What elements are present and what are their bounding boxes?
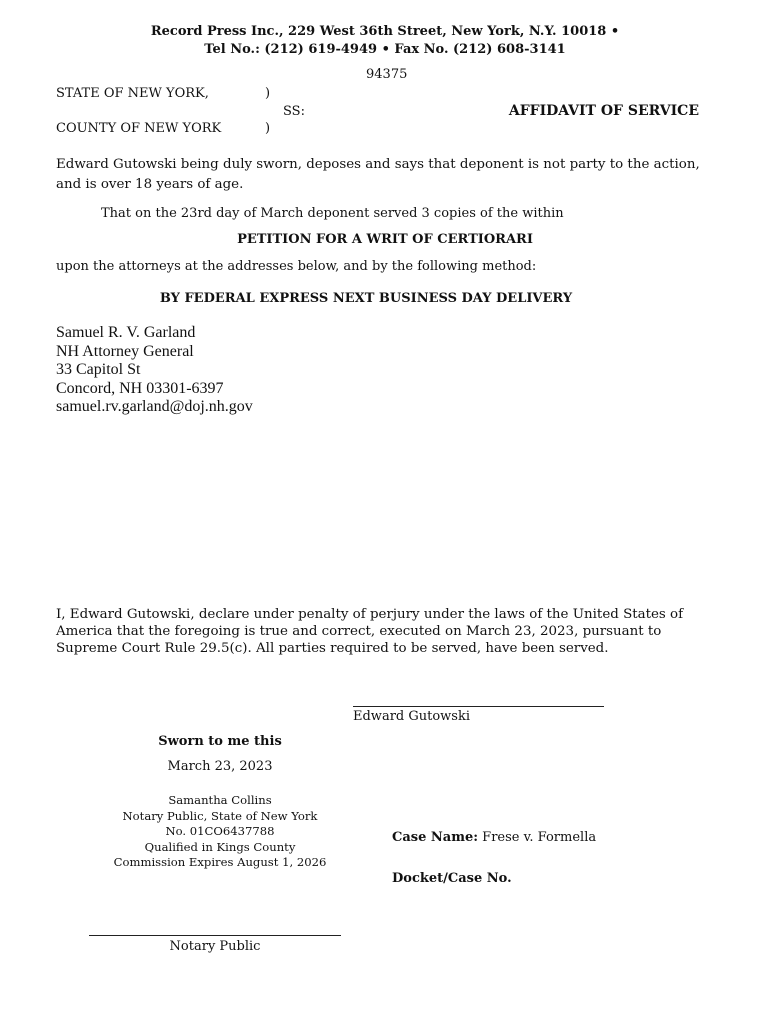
notary-public-label: Notary Public [169,939,261,954]
declaration-line-1: I, Edward Gutowski, declare under penalty of perjury under the laws of the United States of [56,607,684,622]
venue-state: STATE OF NEW YORK, [56,86,209,101]
header-line-1: Record Press Inc., 229 West 36th Street, New York, N.Y. 10018 • [150,24,620,39]
service-method: BY FEDERAL EXPRESS NEXT BUSINESS DAY DELIVERY [159,291,573,306]
notary-title: Notary Public, State of New York [122,808,318,823]
recipient-street: 33 Capitol St [56,361,141,379]
deponent-name: Edward Gutowski [353,709,470,724]
recipient-email: samuel.rv.garland@doj.nh.gov [56,398,253,416]
notary-name: Samantha Collins [168,793,272,807]
deponent-signature-line [353,706,604,707]
venue-county: COUNTY OF NEW YORK [56,121,222,136]
recipient-title: NH Attorney General [56,342,194,360]
header-line-2: Tel No.: (212) 619-4949 • Fax No. (212) 608-3141 [204,42,566,57]
served-document-title: PETITION FOR A WRIT OF CERTIORARI [237,232,533,247]
declaration [56,606,706,657]
recipient-address [56,324,253,417]
document-heading: AFFIDAVIT OF SERVICE [508,103,699,119]
notary-signature-line [89,935,341,936]
case-name-label: Case Name: [392,830,479,845]
recipient-city: Concord, NH 03301-6397 [56,379,224,397]
sworn-date: March 23, 2023 [167,759,273,774]
case-name-value: Frese v. Formella [482,830,597,845]
notary-stamp [100,793,340,871]
recipient-name: Samuel R. V. Garland [56,324,196,341]
declaration-line-2: America that the foregoing is true and correct, executed on March 23, 2023, pursuant to [56,624,662,639]
notary-number: No. 01CO6437788 [165,824,275,839]
service-statement: That on the 23rd day of March deponent served 3 copies of the within [101,206,564,221]
venue-ss: SS: [283,104,305,119]
notary-expires: Commission Expires August 1, 2026 [113,855,327,870]
method-intro: upon the attorneys at the addresses below, and by the following method: [56,259,537,274]
intro-line-1: Edward Gutowski being duly sworn, deposes and says that deponent is not party to the action, [56,157,700,172]
intro-line-2: and is over 18 years of age. [56,177,244,192]
venue-paren-1: ) [265,86,271,101]
sworn-label: Sworn to me this [158,734,282,749]
case-name [392,830,596,845]
docket-number [392,871,512,886]
notary-county: Qualified in Kings County [144,839,296,854]
declaration-line-3: Supreme Court Rule 29.5(c). All parties required to be served, have been served. [56,641,609,656]
venue-paren-2: ) [265,121,271,136]
job-number: 94375 [366,67,408,82]
docket-label: Docket/Case No. [392,871,512,886]
